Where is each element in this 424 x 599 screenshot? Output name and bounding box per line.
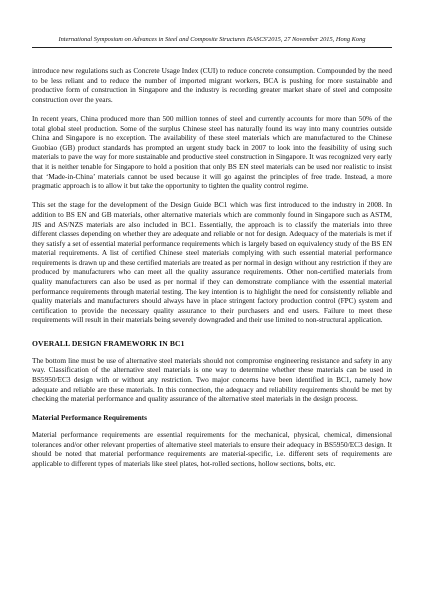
body-text (32, 66, 392, 478)
running-header: International Symposium on Advances in Steel and Composite Structures ISASCS'2015, 27 November 2015, Hong Kong (58, 36, 366, 43)
paragraph-design-guide-bc1: This set the stage for the development of the Design Guide BC1 which was first introduced to the industry in 2008. In addition to BS EN and GB materials, other alternative materials which are commonly found in Singapore such as ASTM, JIS and AS/NZS materials are also included in BC1. Essentially, the approach is to classify the materials into three different classes depending on whether they are adequate and reliable or not for design. Adequacy of the materials is met if they satisfy a set of essential material performance requirements which is largely based on equivalency study of the BS EN material requirements. A list of certified Chinese steel materials complying with such essential material performance requirements is drawn up and these certified materials are treated as per normal in design without any restriction if they are produced by manufacturers who can meet all the quality assurance requirements. Other non-certified materials from quality manufacturers can also be used as per normal if they can demonstrate compliance with the essential material performance requirements through material testing. The key intention is to highlight the need for consistently reliable and quality materials and manufacturers should always have in place stringent factory production control (FPC) system and certification to provide the necessary quality assurance to their purchasers and end users. Failure to meet these requirements will result in their materials being severely downgraded and their use limited to non-structural application. (32, 200, 392, 325)
paragraph-material-performance: Material performance requirements are essential requirements for the mechanical, physical, chemical, dimensional tolerances and/or other relevant properties of alternative steel materials to ensure their adequacy in BS5950/EC3 design. It should be noted that material performance requirements are material-specific, i.e. different sets of requirements are applicable to different types of materials like steel plates, hot-rolled sections, hollow sections, bolts, etc. (32, 430, 392, 468)
paragraph-design-framework: The bottom line must be use of alternative steel materials should not compromise engineering resistance and safety in any way. Classification of the alternative steel materials is one way to determine whether these materials can be used in BS5950/EC3 design with or without any restriction. Two major concerns have been identified in BC1, namely how adequate and reliable are these materials. In this connection, the adequacy and reliability requirements should be met by checking the material performance and quality assurance of the alternative steel materials in the design process. (32, 355, 392, 404)
header-divider (32, 47, 392, 48)
section-heading: OVERALL DESIGN FRAMEWORK IN BC1 (32, 339, 185, 349)
subsection-heading: Material Performance Requirements (32, 413, 147, 423)
paragraph-china-steel: In recent years, China produced more than 500 million tonnes of steel and currently accounts for more than 50% of the total global steel production. Some of the surplus Chinese steel has naturally found its way into many countries outside China and Singapore is no exception. The availability of these steel materials which are manufactured to the Chinese Guobiao (GB) product standards has prompted an urgent study back in 2007 to look into the feasibility of using such materials to pave the way for more sustainable and productive steel construction in Singapore. It was recognized very early that it is neither tenable for Singapore to hold a position that only BS EN steel materials can be used nor realistic to insist that ‘Made-in-China’ materials cannot be used because it will go against the principles of free trade. Instead, a more pragmatic approach is to allow it but take the opportunity to tighten the quality control regime. (32, 113, 392, 191)
paragraph-intro-continued: introduce new regulations such as Concrete Usage Index (CUI) to reduce concrete consumption. Compounded by the need to be less reliant and to reduce the number of imported migrant workers, BCA is pushing for more sustainable and productive form of construction in Singapore and the industry is recording greater market share of steel and composite construction over the years. (32, 66, 392, 104)
